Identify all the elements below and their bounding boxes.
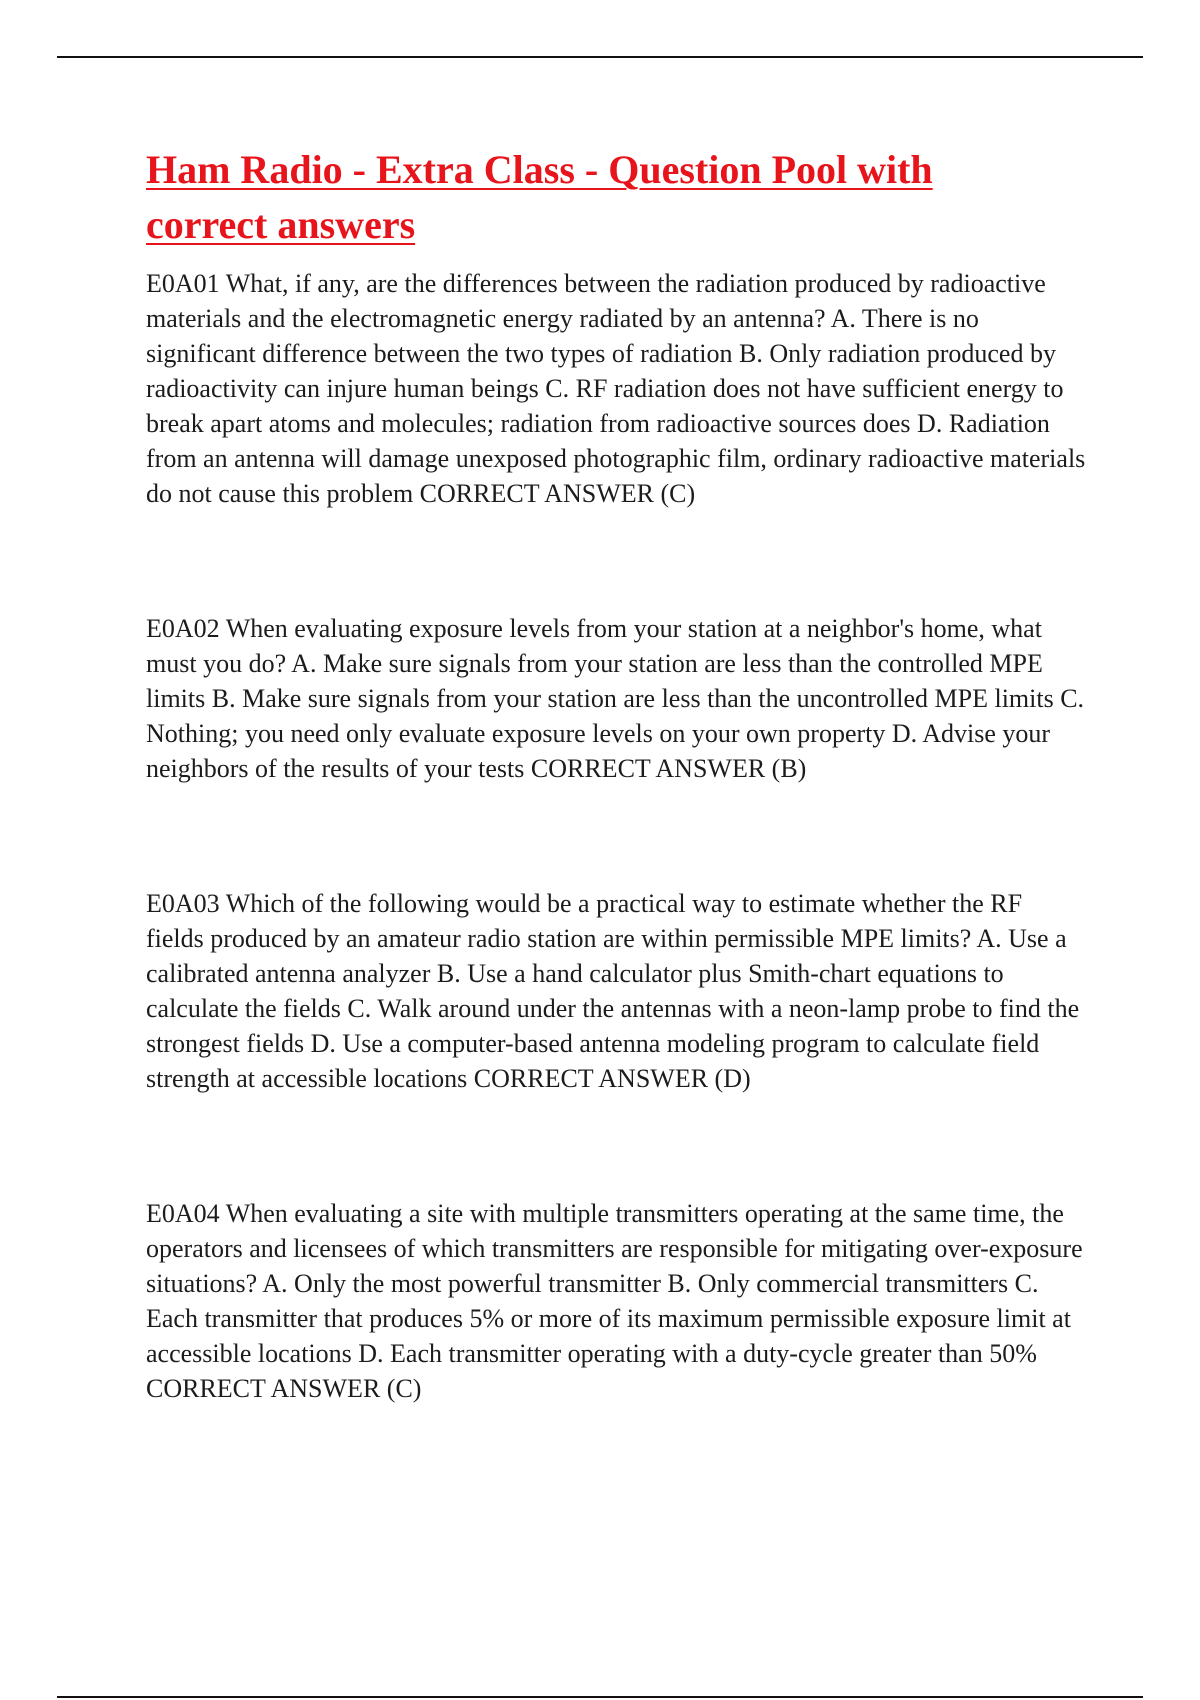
question-e0a03: E0A03 Which of the following would be a practical way to estimate whether the RF fields produced by an amateur radio station are within permissible MPE limits? A. Use a calibrated antenna analyzer B. Use a hand calculator plus Smith-chart equations to calculate the fields C. Walk around under the antennas with a neon-lamp probe to find the strongest fields D. Use a computer-based antenna modeling program to calculate field strength at accessible locations CORRECT ANSWER (D) [146,889,1080,1093]
top-rule [57,56,1143,58]
question-e0a04: E0A04 When evaluating a site with multiple transmitters operating at the same time, the operators and licensees of which transmitters are responsible for mitigating over-exposure situations? A. Only the most powerful transmitter B. Only commercial transmitters C. Each transmitter that produces 5% or more of its maximum permissible exposure limit at accessible locations D. Each transmitter operating with a duty-cycle greater than 50% CORRECT ANSWER (C) [146,1199,1083,1403]
question-e0a01: E0A01 What, if any, are the differences between the radiation produced by radioactive materials and the electromagnetic energy radiated by an antenna? A. There is no significant difference between the two types of radiation B. Only radiation produced by radioactivity can injure human beings C. RF radiation does not have sufficient energy to break apart atoms and molecules; radiation from radioactive sources does D. Radiation from an antenna will damage unexposed photographic film, ordinary radioactive materials do not cause this problem CORRECT ANSWER (C) [146,269,1086,508]
question-e0a02: E0A02 When evaluating exposure levels from your station at a neighbor's home, what must you do? A. Make sure signals from your station are less than the controlled MPE limits B. Make sure signals from your station are less than the uncontrolled MPE limits C. Nothing; you need only evaluate exposure levels on your own property D. Advise your neighbors of the results of your tests CORRECT ANSWER (B) [146,614,1085,783]
document-body [146,142,1086,1406]
document-title: Ham Radio - Extra Class - Question Pool with correct answers [146,147,933,247]
bottom-rule [57,1696,1143,1698]
